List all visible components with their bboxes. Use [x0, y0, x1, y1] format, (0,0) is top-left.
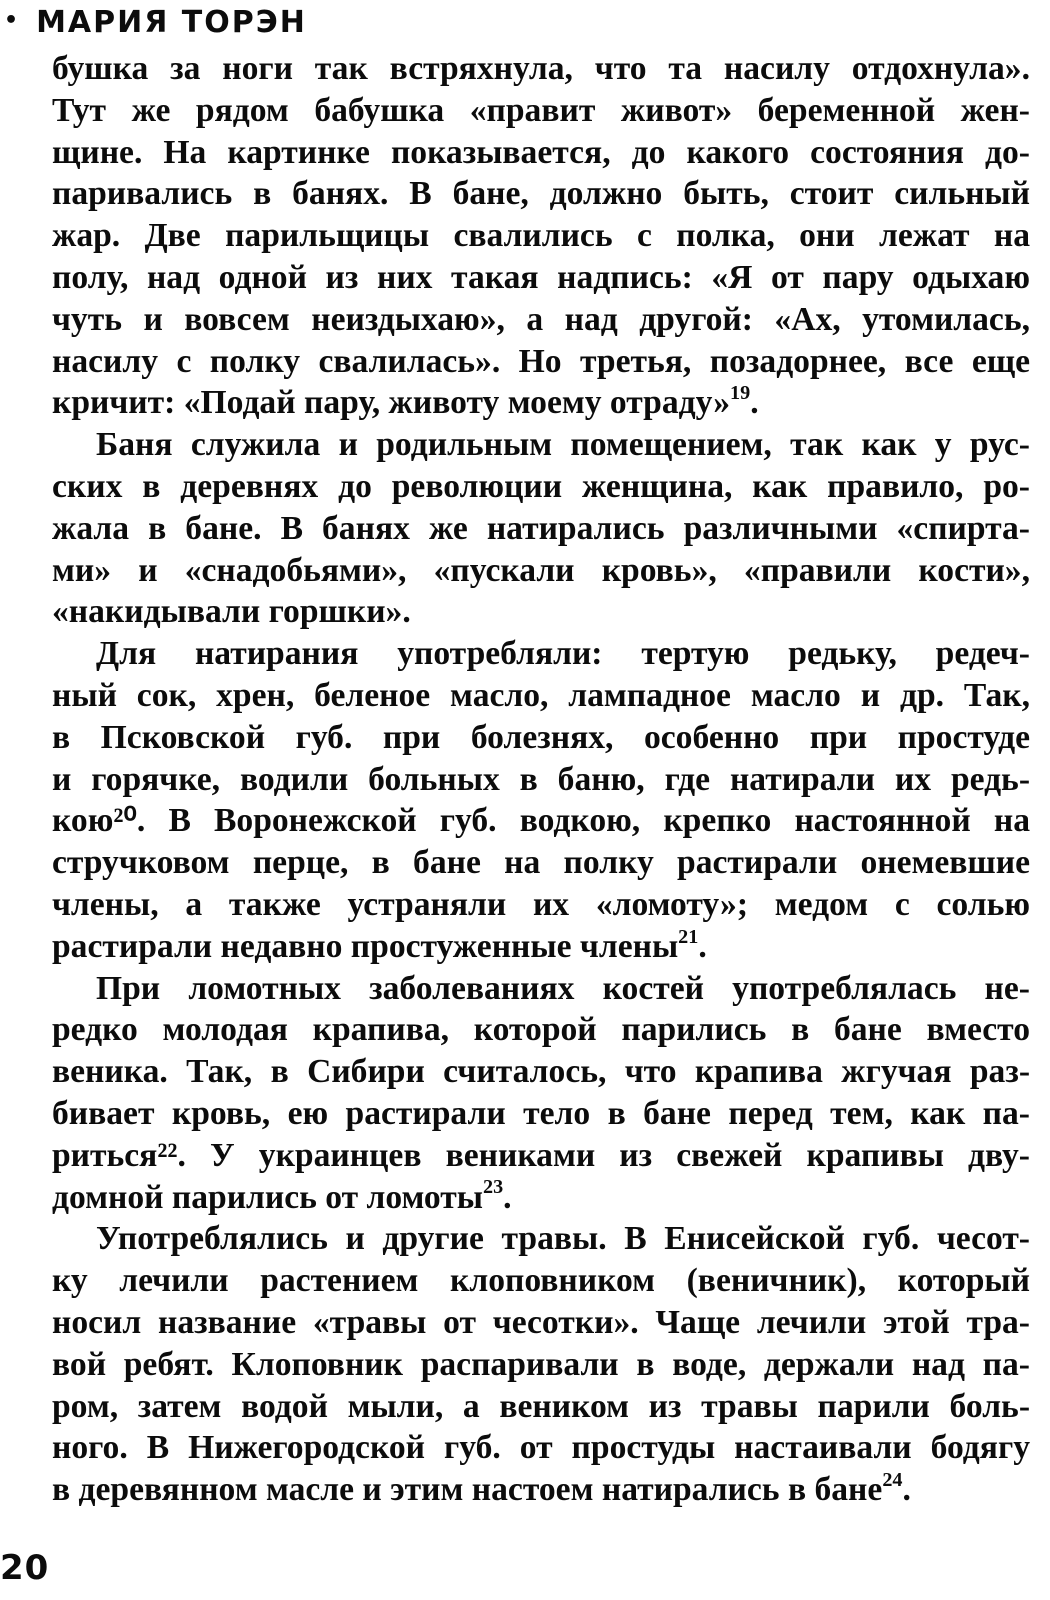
- text-line: щине. На картинке показывается, до какого состояния до-: [52, 133, 1030, 171]
- text-line: бушка за ноги так встряхнула, что та насилу отдохнула».: [52, 50, 1030, 87]
- text-line: стручковом перце, в бане на полку растирали онемевшие: [52, 844, 1030, 882]
- header-author: МАРИЯ ТОРЭН: [36, 4, 307, 40]
- text-line: в Псковской губ. при болезнях, особенно при простуде: [52, 718, 1030, 756]
- text-line: паривались в банях. В бане, должно быть, стоит сильный: [52, 175, 1030, 213]
- text-line: Тут же рядом бабушка «правит живот» беременной жен-: [52, 91, 1030, 129]
- text-line: Для натирания употребляли: тертую редьку, редеч-: [96, 635, 1030, 673]
- text-line: ного. В Нижегородской губ. от простуды настаивали бодягу: [52, 1429, 1030, 1467]
- text-line: ских в деревнях до революции женщина, как правило, ро-: [52, 467, 1030, 505]
- text-line-last-text: «накидывали горшки».: [52, 593, 411, 631]
- text-line: жала в бане. В банях же натирались различными «спирта-: [52, 509, 1030, 547]
- text-line-last: [52, 1177, 1030, 1219]
- text-line: Баня служила и родильным помещением, так как у рус-: [96, 426, 1030, 464]
- text-line: кою²⁰. В Воронежской губ. водкою, крепко настоянной на: [52, 802, 1030, 840]
- text-line: насилу с полку свалилась». Но третья, позадорнее, все еще: [52, 342, 1030, 380]
- footnote-ref: 19: [730, 382, 751, 405]
- footnote-ref: 21: [678, 925, 699, 948]
- paragraph: [52, 48, 1030, 424]
- paragraph: [52, 1218, 1030, 1511]
- text-line: и горячке, водили больных в баню, где натирали их редь-: [52, 760, 1030, 798]
- text-line-last: [52, 926, 1030, 968]
- page-number: 20: [0, 1548, 50, 1588]
- text-line: вой ребят. Клоповник распаривали в воде, держали над па-: [52, 1345, 1030, 1383]
- text-line-last-text: растирали недавно простуженные члены: [52, 927, 679, 965]
- text-line-last: [52, 1469, 1030, 1511]
- text-line-last-text: домной парились от ломоты: [52, 1178, 483, 1216]
- text-line: чуть и вовсем неиздыхаю», а над другой: «Ах, утомилась,: [52, 300, 1030, 338]
- text-line: полу, над одной из них такая надпись: «Я от пару одыхаю: [52, 258, 1030, 296]
- paragraph: [52, 633, 1030, 967]
- text-line-last-punct: .: [503, 1178, 512, 1216]
- paragraph: [52, 424, 1030, 633]
- running-header: [4, 0, 307, 44]
- text-line: ром, затем водой мыли, а веником из травы парили боль-: [52, 1387, 1030, 1425]
- body-text: [52, 48, 1030, 1511]
- text-line: жар. Две парильщицы свалились с полка, они лежат на: [52, 217, 1030, 255]
- footnote-ref: 23: [483, 1176, 504, 1199]
- paragraph: [52, 968, 1030, 1219]
- header-bullet: •: [4, 7, 21, 33]
- text-line: Употреблялись и другие травы. В Енисейской губ. чесот-: [96, 1220, 1030, 1258]
- text-line-last: [52, 591, 1030, 633]
- text-line-last-punct: .: [698, 927, 707, 965]
- text-line-last: [52, 382, 1030, 424]
- text-line: редко молодая крапива, которой парились в бане вместо: [52, 1011, 1030, 1049]
- text-line: носил название «травы от чесотки». Чаще лечили этой тра-: [52, 1303, 1030, 1341]
- text-line-last-punct: .: [750, 384, 759, 422]
- text-line: члены, а также устраняли их «ломоту»; медом с солью: [52, 885, 1030, 923]
- text-line-last-text: кричит: «Подай пару, животу моему отраду»: [52, 384, 731, 422]
- text-line-last-text: в деревянном масле и этим настоем натирались в бане: [52, 1471, 883, 1509]
- footnote-ref: 24: [882, 1468, 903, 1491]
- text-line: ный сок, хрен, беленое масло, лампадное масло и др. Так,: [52, 676, 1030, 714]
- text-line: риться²². У украинцев вениками из свежей крапивы дву-: [52, 1136, 1030, 1174]
- text-line: ку лечили растением клоповником (веничник), который: [52, 1262, 1030, 1300]
- text-line: При ломотных заболеваниях костей употреблялась не-: [96, 969, 1030, 1007]
- text-line: ми» и «снадобьями», «пускали кровь», «правили кости»,: [52, 551, 1030, 589]
- text-line: бивает кровь, ею растирали тело в бане перед тем, как па-: [52, 1094, 1030, 1132]
- text-line: веника. Так, в Сибири считалось, что крапива жгучая раз-: [52, 1053, 1030, 1091]
- text-line-last-punct: .: [902, 1471, 911, 1509]
